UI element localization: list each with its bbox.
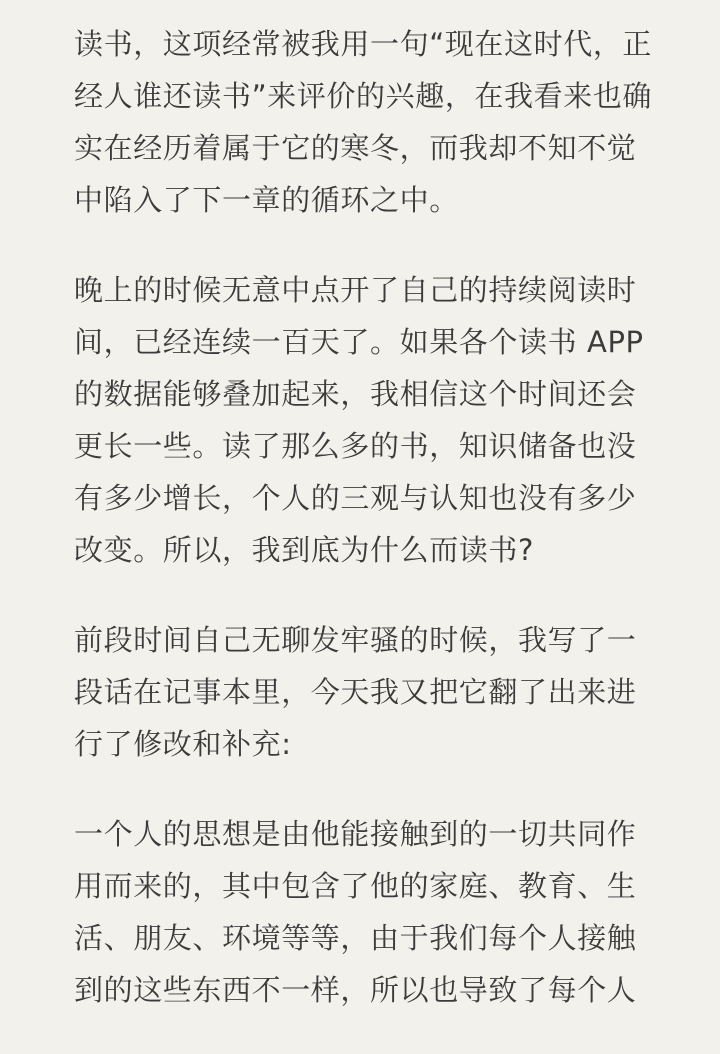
paragraph-line: 更长一些。读了那么多的书，知识储备也没 [74, 429, 637, 463]
article-body [74, 18, 654, 1054]
paragraph-line: 活、朋友、环境等等，由于我们每个人接触 [74, 921, 637, 955]
paragraph-line: 前段时间自己无聊发牢骚的时候，我写了一 [74, 623, 637, 657]
paragraph-line: 到的这些东西不一样，所以也导致了每个人 [74, 973, 637, 1007]
paragraph-1 [74, 18, 654, 226]
paragraph-line: 晚上的时候无意中点开了自己的持续阅读时 [74, 273, 637, 307]
paragraph-line: 实在经历着属于它的寒冬，而我却不知不觉 [74, 131, 637, 165]
paragraph-line: 的数据能够叠加起来，我相信这个时间还会 [74, 377, 637, 411]
paragraph-line: 改变。所以，我到底为什么而读书? [74, 533, 534, 567]
paragraph-line: 用而来的，其中包含了他的家庭、教育、生 [74, 869, 637, 903]
paragraph-3 [74, 614, 654, 770]
paragraph-2 [74, 264, 654, 576]
paragraph-line: 行了修改和补充: [74, 727, 292, 761]
paragraph-line: 有多少增长，个人的三观与认知也没有多少 [74, 481, 637, 515]
paragraph-line: 读书，这项经常被我用一句“现在这时代，正 [74, 27, 653, 61]
paragraph-line: 段话在记事本里，今天我又把它翻了出来进 [74, 675, 637, 709]
paragraph-line: 一个人的思想是由他能接触到的一切共同作 [74, 817, 637, 851]
paragraph-line: 中陷入了下一章的循环之中。 [74, 183, 459, 217]
paragraph-line: 经人谁还读书”来评价的兴趣，在我看来也确 [74, 79, 653, 113]
paragraph-line: 间，已经连续一百天了。如果各个读书 APP [74, 325, 644, 359]
paragraph-4 [74, 808, 654, 1016]
